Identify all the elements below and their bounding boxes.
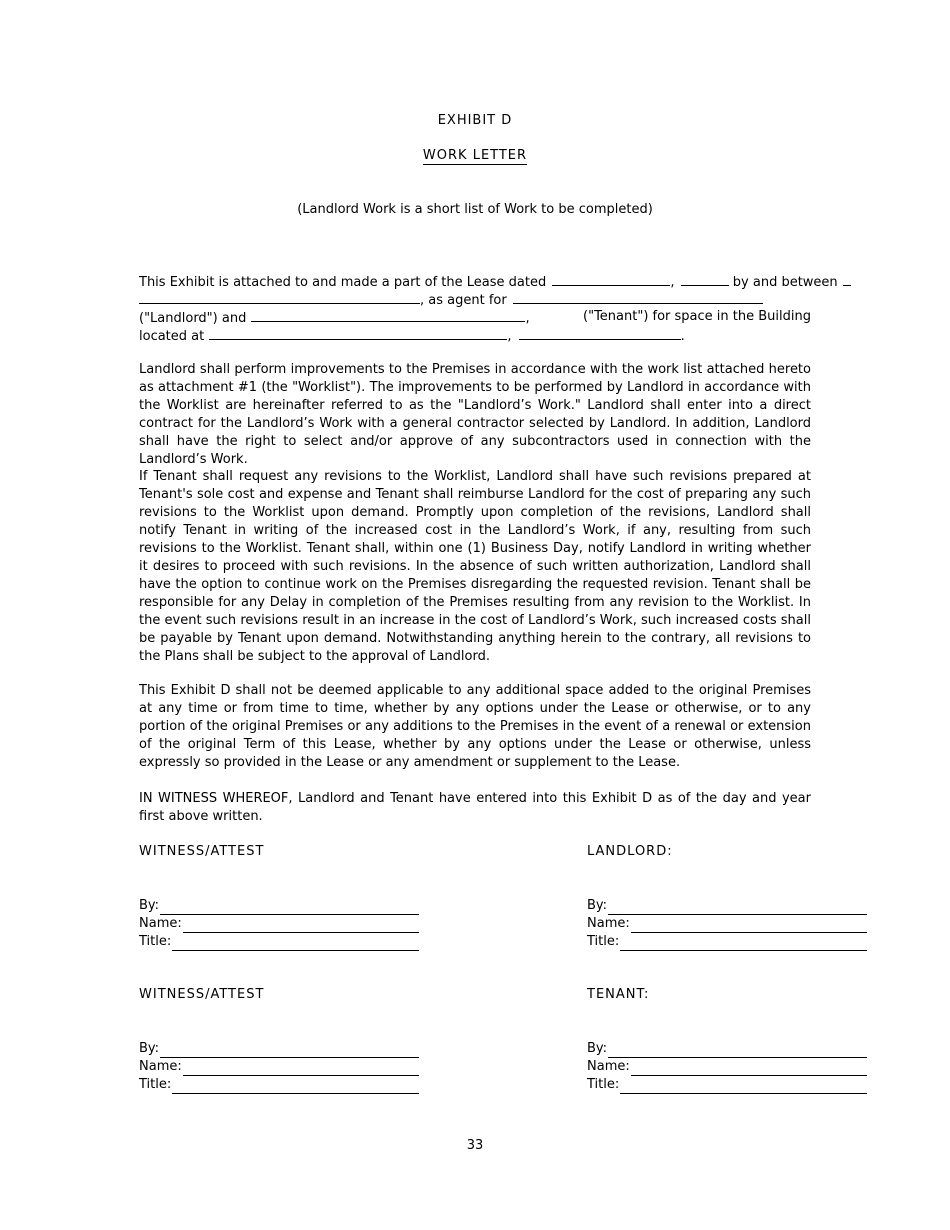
signature-name-row xyxy=(139,1058,419,1076)
name-line[interactable] xyxy=(183,1061,419,1076)
witness-signature-block-landlord xyxy=(139,897,419,951)
signature-by-row xyxy=(587,1040,867,1058)
name-label: Name: xyxy=(587,1059,630,1074)
title-line[interactable] xyxy=(172,936,419,951)
intro-line-2 xyxy=(139,290,811,308)
signature-by-row xyxy=(139,1040,419,1058)
title-label: Title: xyxy=(139,1077,172,1092)
intro-text-4b: , xyxy=(507,329,512,344)
page-number: 33 xyxy=(466,1138,484,1153)
by-line[interactable] xyxy=(160,900,419,915)
signature-by-row xyxy=(139,897,419,915)
by-line[interactable] xyxy=(608,1043,867,1058)
title-label: Title: xyxy=(139,934,172,949)
title-line[interactable] xyxy=(620,936,867,951)
by-line[interactable] xyxy=(160,1043,419,1058)
building-city-blank[interactable] xyxy=(519,326,681,340)
by-label: By: xyxy=(139,898,160,913)
agent-name-blank[interactable] xyxy=(139,290,420,304)
intro-line-1 xyxy=(139,272,838,290)
intro-line-4 xyxy=(139,326,811,344)
by-label: By: xyxy=(139,1041,160,1056)
work-letter-heading-text: WORK LETTER xyxy=(422,148,528,163)
paragraph-in-witness: IN WITNESS WHEREOF, Landlord and Tenant have entered into this Exhibit D as of the day and year first above written. xyxy=(139,791,811,824)
intro-text-3c: ("Tenant") for space in the Building xyxy=(583,309,811,324)
intro-text-3a: ("Landlord") and xyxy=(139,311,247,326)
paragraph-landlord-work: Landlord shall perform improvements to the Premises in accordance with the work list attached hereto as attachment #1 (the "Worklist"). The improvements to be performed by Landlord in accordance with the Worklist are hereinafter referred to as the "Landlord’s Work." Landlord shall enter into a direct contract for the Landlord’s Work with a general contractor selected by Landlord. In addition, Landlord shall have the right to select and/or approve of any subcontractors used in connection with the Landlord’s Work. xyxy=(139,362,811,467)
title-line[interactable] xyxy=(620,1079,867,1094)
lease-year-blank[interactable] xyxy=(681,272,729,286)
intro-clause xyxy=(139,272,838,344)
name-label: Name: xyxy=(139,916,182,931)
intro-text-4c: . xyxy=(680,329,685,344)
by-line[interactable] xyxy=(608,900,867,915)
lease-date-blank[interactable] xyxy=(552,272,670,286)
party-name-blank-start[interactable] xyxy=(843,272,851,286)
signature-by-row xyxy=(587,897,867,915)
signature-title-row xyxy=(139,1076,419,1094)
title-label: Title: xyxy=(587,934,620,949)
intro-text-4a: located at xyxy=(139,329,205,344)
witness-attest-heading-landlord: WITNESS/ATTEST xyxy=(139,844,265,859)
paragraph-revisions: If Tenant shall request any revisions to the Worklist, Landlord shall have such revisions prepared at Tenant's sole cost and expense and Tenant shall reimburse Landlord for the cost of preparing any such revisions to the Worklist upon demand. Promptly upon completion of the revisions, Landlord shall notify Tenant in writing of the increased cost in the Landlord’s Work, if any, resulting from such revisions to the Worklist. Tenant shall, within one (1) Business Day, notify Landlord in writing whether it desires to proceed with such revisions. In the absence of such written authorization, Landlord shall have the option to continue work on the Premises disregarding the requested revision. Tenant shall be responsible for any Delay in completion of the Premises resulting from any revision to the Worklist. In the event such revisions result in an increase in the cost of Landlord’s Work, such increased costs shall be payable by Tenant upon demand. Notwithstanding anything herein to the contrary, all revisions to the Plans shall be subject to the approval of Landlord. xyxy=(139,469,811,664)
signature-name-row xyxy=(139,915,419,933)
signature-name-row xyxy=(587,915,867,933)
building-address-blank[interactable] xyxy=(209,326,507,340)
intro-line-3 xyxy=(139,308,811,326)
tenant-heading: TENANT: xyxy=(587,987,650,1002)
signature-title-row xyxy=(587,933,867,951)
intro-text-1b: , xyxy=(670,275,675,290)
name-line[interactable] xyxy=(183,918,419,933)
title-line[interactable] xyxy=(172,1079,419,1094)
work-letter-heading xyxy=(0,147,950,165)
name-line[interactable] xyxy=(631,1061,867,1076)
intro-text-1a: This Exhibit is attached to and made a part of the Lease dated xyxy=(139,275,547,290)
name-label: Name: xyxy=(587,916,630,931)
by-label: By: xyxy=(587,898,608,913)
principal-name-blank[interactable] xyxy=(513,290,763,304)
by-label: By: xyxy=(587,1041,608,1056)
witness-signature-block-tenant xyxy=(139,1040,419,1094)
exhibit-title: EXHIBIT D xyxy=(437,113,513,128)
landlord-work-note: (Landlord Work is a short list of Work to be completed) xyxy=(297,202,653,217)
name-line[interactable] xyxy=(631,918,867,933)
intro-text-3b: , xyxy=(525,311,530,326)
intro-text-1c: by and between xyxy=(732,275,838,290)
title-label: Title: xyxy=(587,1077,620,1092)
name-label: Name: xyxy=(139,1059,182,1074)
intro-text-2a: , as agent for xyxy=(420,293,507,308)
signature-title-row xyxy=(139,933,419,951)
tenant-name-blank[interactable] xyxy=(251,308,525,322)
paragraph-applicability: This Exhibit D shall not be deemed applicable to any additional space added to the original Premises at any time or from time to time, whether by any options under the Lease or otherwise, or to any portion of the original Premises or any additions to the Premises in the event of a renewal or extension of the original Term of this Lease, whether by any options under the Lease or otherwise, unless expressly so provided in the Lease or any amendment or supplement to the Lease. xyxy=(139,683,811,770)
signature-title-row xyxy=(587,1076,867,1094)
witness-attest-heading-tenant: WITNESS/ATTEST xyxy=(139,987,265,1002)
landlord-signature-block xyxy=(587,897,867,951)
tenant-signature-block xyxy=(587,1040,867,1094)
landlord-heading: LANDLORD: xyxy=(587,844,673,859)
signature-name-row xyxy=(587,1058,867,1076)
